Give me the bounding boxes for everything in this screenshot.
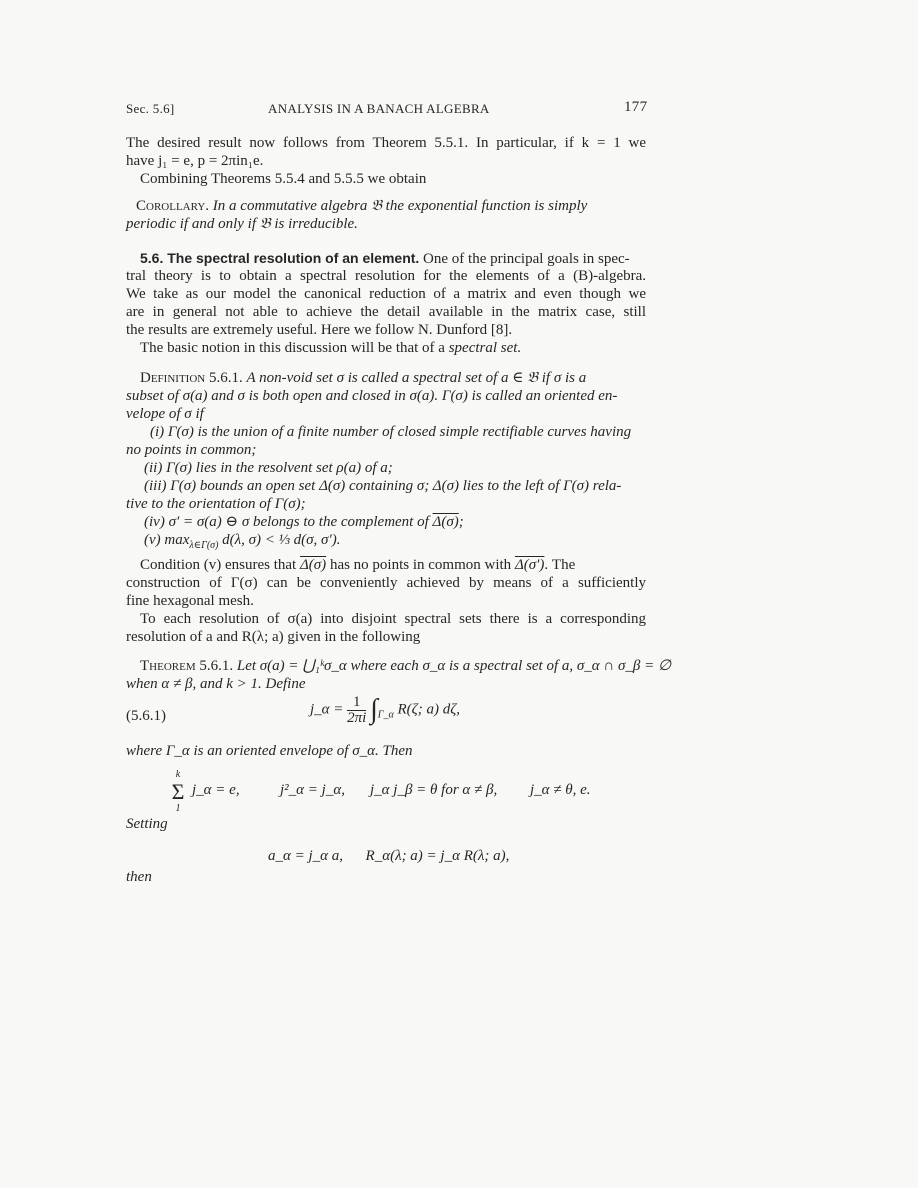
equation-rhs: R(ζ; a) dζ, (397, 701, 461, 718)
sum-part4: j_α ≠ θ, e. (530, 782, 591, 798)
definition-iv-start: (iv) σ′ = σ(a) ⊖ σ belongs to the complement of (144, 514, 429, 530)
setting-label: Setting (126, 816, 168, 832)
then-label: then (126, 869, 152, 885)
definition-v-max: (v) max (144, 532, 190, 548)
corollary-line1 (136, 197, 646, 215)
section-line6 (140, 339, 660, 357)
section-heading: 5.6. The spectral resolution of an element. (140, 250, 420, 266)
section-line6-em: spectral set. (448, 340, 522, 356)
sum-part1: j_α = e, (192, 782, 240, 798)
definition-iii-line2: tive to the orientation of Γ(σ); (126, 496, 306, 512)
equation-frac-den: 2πi (347, 709, 367, 726)
p1-line2: have j₁ = e, p = 2πin₁e. (126, 153, 264, 169)
equation-fraction (347, 695, 366, 726)
section-line4: are in general not able to achieve the detail available in the matrix case, still (126, 304, 646, 320)
section-line1-rest: One of the principal goals in spec- (423, 251, 630, 267)
theorem-line1 (140, 657, 672, 675)
definition-v-rest: d(λ, σ) < ⅓ d(σ, σ′). (218, 532, 341, 548)
theorem-line2: when α ≠ β, and k > 1. Define (126, 676, 306, 692)
corollary-line2: periodic if and only if 𝔅 is irreducible. (126, 216, 358, 232)
definition-label: Definition 5.6.1. (140, 370, 243, 386)
definition-i-line1: (i) Γ(σ) is the union of a finite number of closed simple rectifiable curves having (150, 424, 632, 440)
section-line3: We take as our model the canonical reduction of a matrix and even though we (126, 286, 646, 302)
p2-line1-a: Condition (v) ensures that (140, 557, 297, 573)
page-number: 177 (624, 99, 648, 115)
theorem-text1: Let σ(a) = ⋃₁ᵏσ_α where each σ_α is a spectral set of a, σ_α ∩ σ_β = ∅ (236, 658, 672, 674)
equation-number: (5.6.1) (126, 708, 166, 724)
section-line2: tral theory is to obtain a spectral resolution for the elements of a (B)-algebra. (126, 268, 646, 284)
sum-sigma: Σ (171, 779, 185, 804)
definition-v-sub: λ∈Γ(σ) (189, 540, 219, 551)
p2-closure1: Δ(σ) (299, 557, 327, 573)
section-line5: the results are extremely useful. Here we follow N. Dunford [8]. (126, 322, 513, 338)
definition-v (144, 531, 664, 555)
definition-ii: (ii) Γ(σ) lies in the resolvent set ρ(a) of a; (144, 460, 393, 476)
equation-integral: ∫ (370, 694, 378, 725)
definition-i-line2: no points in common; (126, 442, 257, 458)
definition-iv-closure: Δ(σ) (432, 514, 459, 530)
sum-part2: j²_α = j_α, (280, 782, 345, 798)
definition-text1: A non-void set σ is called a spectral set of a ∈ 𝔅 if σ is a (246, 370, 587, 386)
p2-line4: To each resolution of σ(a) into disjoint spectral sets there is a corresponding (140, 611, 646, 627)
equation-lhs: j_α = (310, 701, 348, 718)
section-line6-start: The basic notion in this discussion will be that of a (140, 340, 445, 356)
definition-line1 (140, 369, 646, 387)
sum-bottom: 1 (175, 803, 181, 814)
p1-line3: Combining Theorems 5.5.4 and 5.5.5 we obtain (140, 171, 427, 187)
p2-line1-b: has no points in common with (329, 557, 512, 573)
corollary-text1: In a commutative algebra 𝔅 the exponential function is simply (212, 198, 588, 214)
definition-iv (144, 513, 664, 531)
p2-closure2: Δ(σ′) (514, 557, 545, 573)
p2-line2: construction of Γ(σ) can be conveniently achieved by means of a sufficiently (126, 575, 646, 591)
setting-equation: a_α = j_α a, R_α(λ; a) = j_α R(λ; a), (268, 848, 510, 864)
theorem-label: Theorem 5.6.1. (140, 658, 234, 674)
section-line1 (140, 249, 646, 268)
definition-iii-line1: (iii) Γ(σ) bounds an open set Δ(σ) containing σ; Δ(σ) lies to the left of Γ(σ) rela- (144, 478, 622, 494)
sum-limits (170, 768, 186, 816)
p2-line3: fine hexagonal mesh. (126, 593, 254, 609)
corollary-label: Corollary. (136, 198, 210, 214)
p2-line1 (140, 556, 646, 574)
sum-part3: j_α j_β = θ for α ≠ β, (370, 782, 498, 798)
running-section: Sec. 5.6] (126, 101, 175, 116)
p2-line5: resolution of a and R(λ; a) given in the following (126, 629, 421, 645)
definition-line2: subset of σ(a) and σ is both open and closed in σ(a). Γ(σ) is called an oriented en- (126, 388, 618, 404)
equation-integral-sub: Γ_α (377, 709, 394, 721)
equation-frac-num: 1 (347, 695, 366, 711)
after-equation: where Γ_α is an oriented envelope of σ_α. Then (126, 743, 413, 759)
definition-iv-end: ; (458, 514, 464, 530)
p2-line1-c: . The (544, 557, 576, 573)
equation-5-6-1 (310, 694, 460, 726)
definition-line3: velope of σ if (126, 406, 204, 422)
running-title: ANALYSIS IN A BANACH ALGEBRA (268, 101, 490, 116)
sum-top: k (175, 769, 181, 780)
p1-line1: The desired result now follows from Theorem 5.5.1. In particular, if k = 1 we (126, 135, 646, 151)
